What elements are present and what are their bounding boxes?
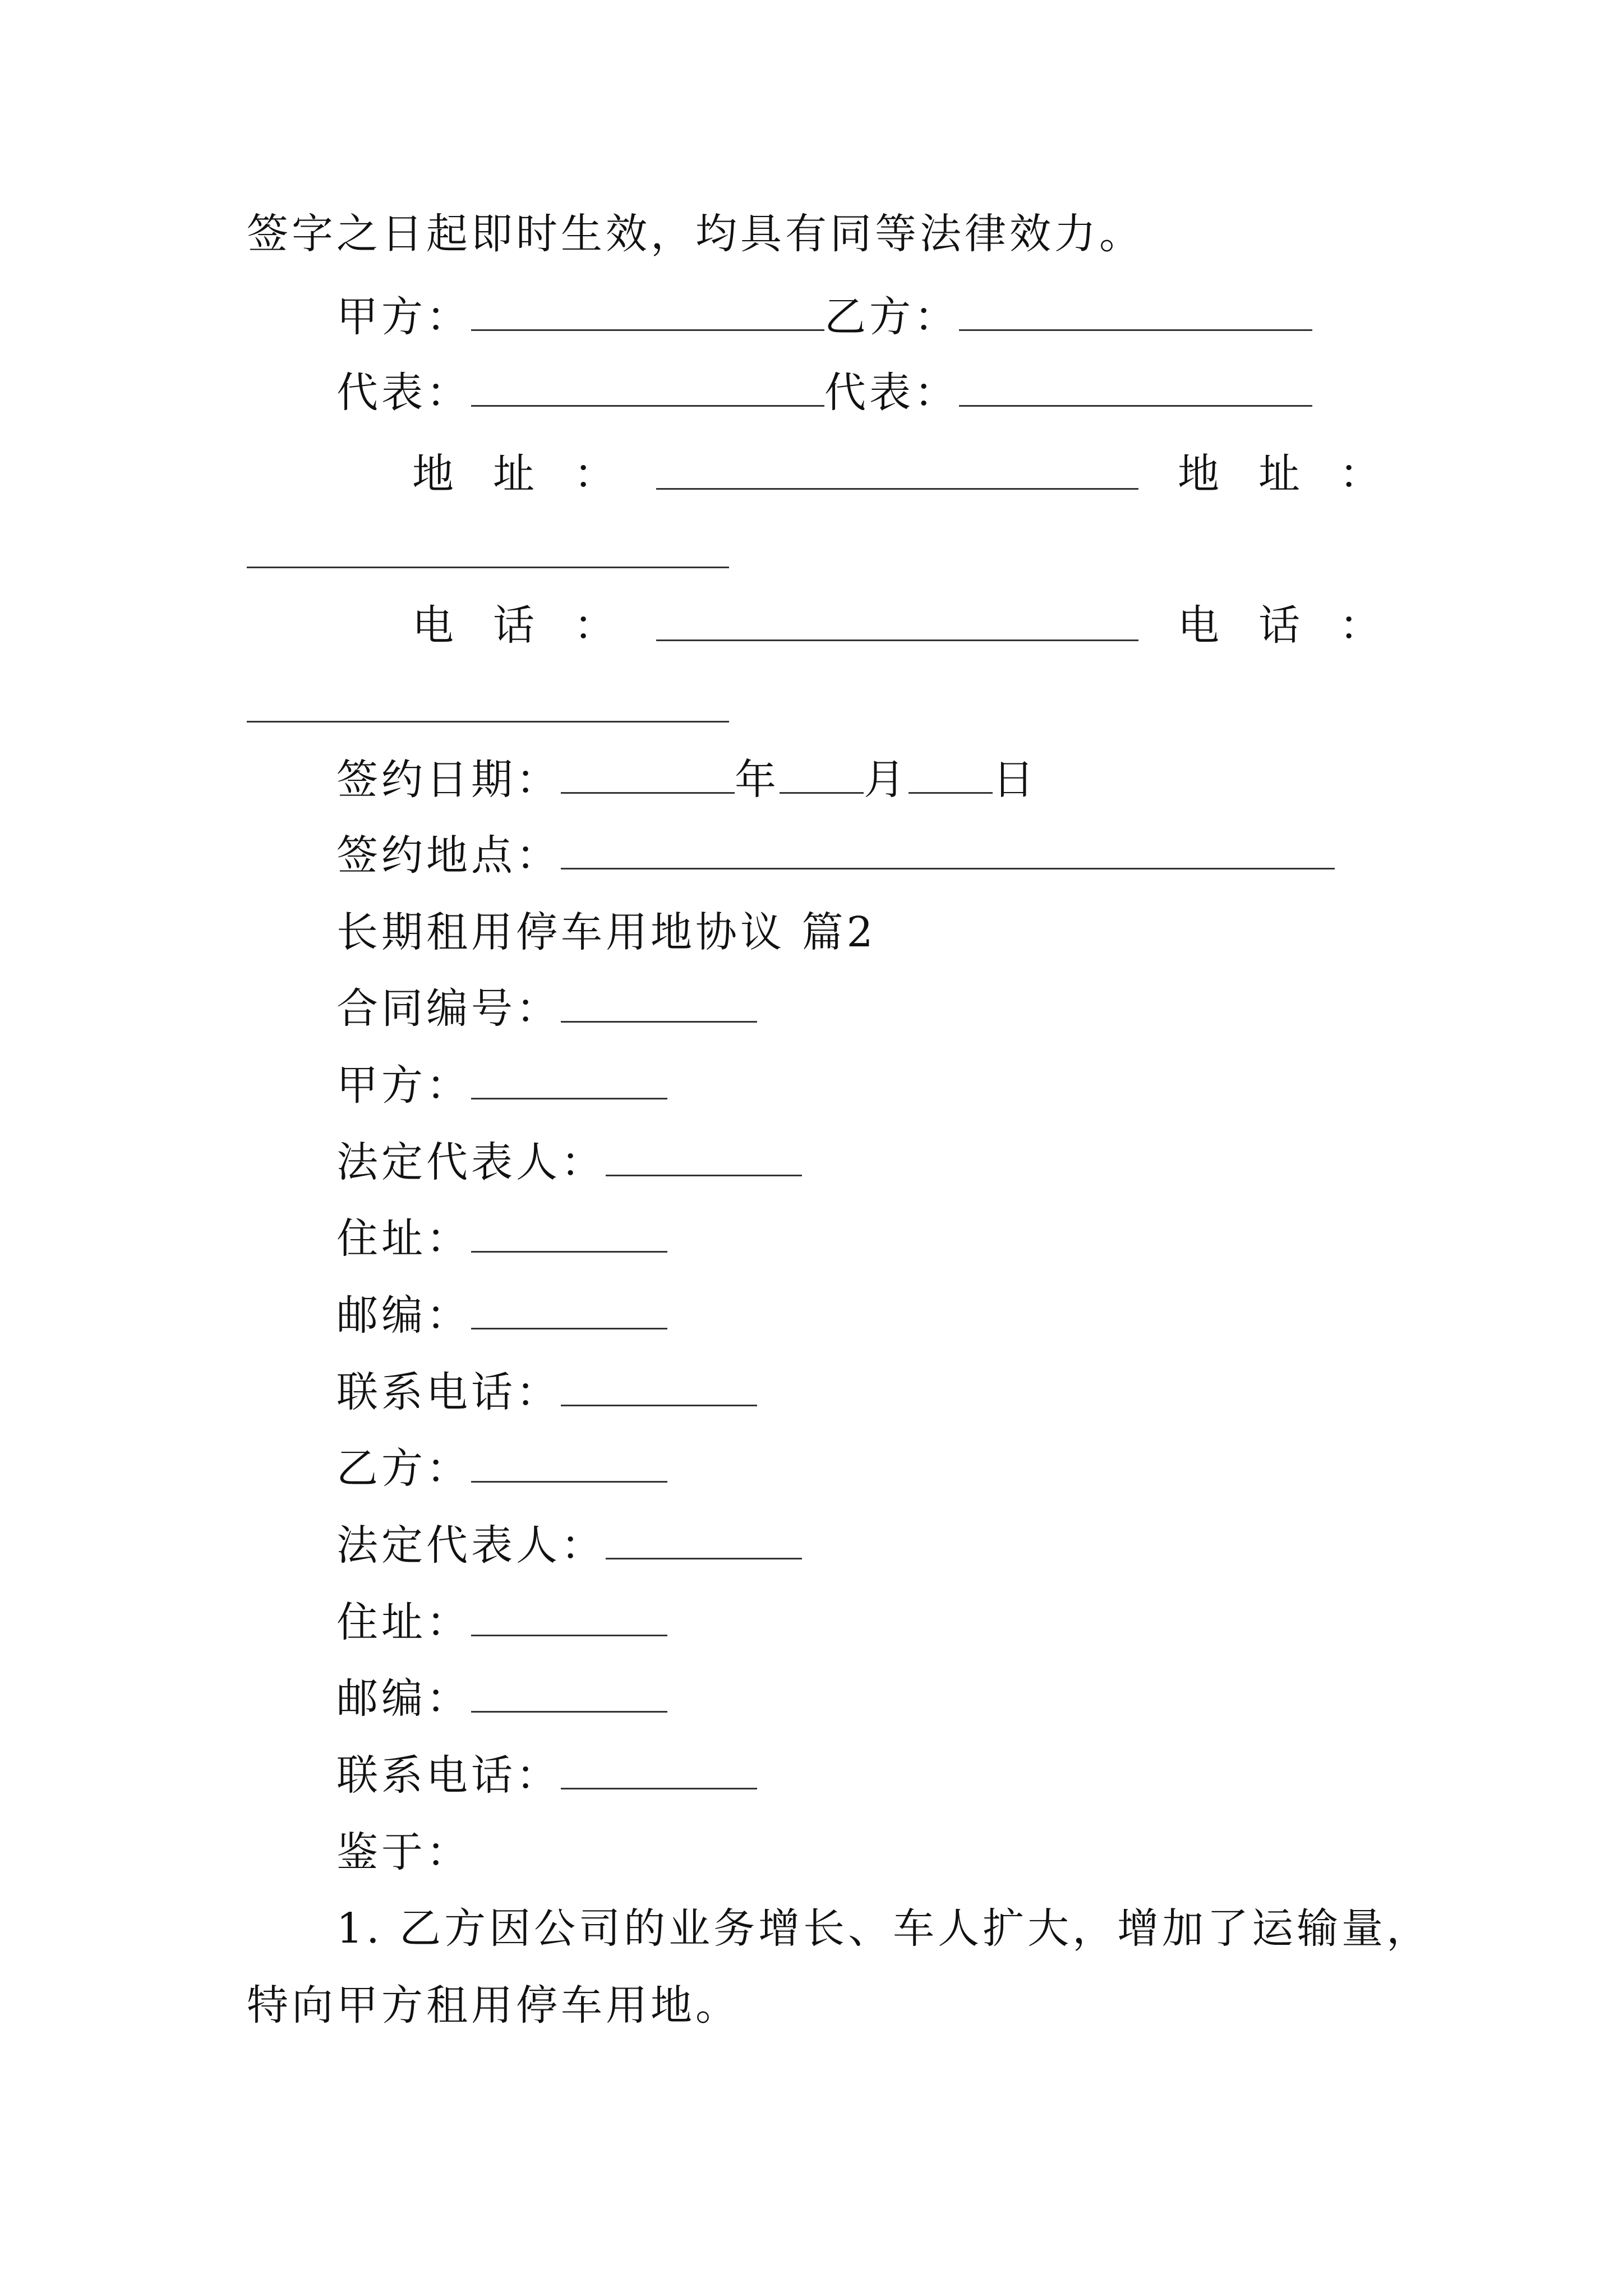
tel-b-field[interactable] (561, 1752, 757, 1789)
party-row (336, 292, 1312, 342)
representative-row (336, 367, 1312, 418)
phone-b-field[interactable] (247, 721, 729, 723)
address-b-colon: ： (1339, 450, 1420, 498)
address-b2-label: 住址： (336, 1598, 471, 1646)
clause1-text-line2: 特向甲方租用停车用地。 (247, 1981, 740, 2030)
party-a2-label: 甲方： (336, 1061, 471, 1110)
party-b2-row (336, 1443, 667, 1494)
legal-rep-b-label: 法定代表人： (336, 1521, 606, 1570)
section-title (336, 907, 877, 958)
address-b-label-group (1178, 449, 1420, 499)
rep-b-label: 代表： (824, 369, 959, 417)
year-label: 年 (735, 756, 780, 804)
party-b2-field[interactable] (471, 1445, 667, 1483)
phone-a-label: 电话 (412, 601, 574, 650)
tel-b-label: 联系电话： (336, 1751, 561, 1800)
address-a2-field[interactable] (471, 1215, 667, 1253)
party-a2-field[interactable] (471, 1062, 667, 1099)
postcode-a-field[interactable] (471, 1292, 667, 1329)
address-a-label: 地址 (412, 450, 574, 498)
phone-b-label-group (1178, 600, 1420, 651)
phone-b-colon: ： (1339, 601, 1420, 650)
legal-rep-b-field[interactable] (606, 1522, 802, 1559)
contract-no-field[interactable] (561, 985, 757, 1023)
party-a-field[interactable] (471, 293, 824, 331)
rep-a-label: 代表： (336, 369, 471, 417)
postcode-b-row (336, 1673, 667, 1724)
rep-a-field[interactable] (471, 369, 824, 407)
phone-a-label-group (412, 600, 654, 651)
contract-no-row (336, 983, 757, 1034)
tel-a-label: 联系电话： (336, 1368, 561, 1416)
phone-a-colon: ： (574, 601, 654, 650)
party-b2-label: 乙方： (336, 1444, 471, 1493)
clause1-line2 (247, 1980, 740, 2031)
effect-clause-line (247, 209, 1144, 259)
legal-rep-a-label: 法定代表人： (336, 1138, 606, 1186)
legal-rep-b-row (336, 1520, 802, 1571)
party-a2-row (336, 1060, 667, 1111)
effect-clause-text: 签字之日起即时生效，均具有同等法律效力。 (247, 210, 1144, 258)
day-label: 日 (993, 756, 1038, 804)
address-b2-field[interactable] (471, 1599, 667, 1636)
legal-rep-a-row (336, 1137, 802, 1188)
sign-place-label: 签约地点： (336, 831, 561, 880)
sign-place-field[interactable] (561, 832, 1335, 869)
postcode-b-field[interactable] (471, 1675, 667, 1713)
phone-b-label: 电话 (1178, 601, 1339, 650)
phone-a-field[interactable] (656, 639, 1138, 641)
party-a-label: 甲方： (336, 293, 471, 341)
tel-a-field[interactable] (561, 1369, 757, 1406)
party-b-label: 乙方： (824, 293, 959, 341)
postcode-b-label: 邮编： (336, 1674, 471, 1723)
sign-day-field[interactable] (909, 756, 993, 794)
address-a-field[interactable] (656, 488, 1138, 490)
address-a-colon: ： (574, 450, 654, 498)
clause1-text-line1: 1. 乙方因公司的业务增长、车人扩大，增加了运输量， (336, 1904, 1432, 1953)
address-b-label: 地址 (1178, 450, 1339, 498)
sign-place-row (336, 830, 1335, 881)
tel-a-row (336, 1367, 757, 1418)
sign-year-field[interactable] (561, 756, 735, 794)
section-title-text: 长期租用停车用地协议 篇2 (336, 908, 877, 956)
address-a2-label: 住址： (336, 1214, 471, 1263)
postcode-a-row (336, 1290, 667, 1341)
address-b-field[interactable] (247, 567, 729, 568)
sign-date-label: 签约日期： (336, 756, 561, 804)
rep-b-field[interactable] (959, 369, 1312, 407)
contract-no-label: 合同编号： (336, 984, 561, 1033)
whereas-label: 鉴于： (336, 1828, 471, 1876)
whereas-row (336, 1827, 471, 1878)
month-label: 月 (864, 756, 909, 804)
legal-rep-a-field[interactable] (606, 1139, 802, 1176)
tel-b-row (336, 1750, 757, 1801)
sign-date-row (336, 754, 1038, 805)
address-a2-row (336, 1213, 667, 1264)
party-b-field[interactable] (959, 293, 1312, 331)
postcode-a-label: 邮编： (336, 1291, 471, 1340)
address-b2-row (336, 1597, 667, 1648)
address-a-label-group (412, 449, 654, 499)
clause1-line1 (336, 1903, 1431, 1954)
sign-month-field[interactable] (780, 756, 864, 794)
